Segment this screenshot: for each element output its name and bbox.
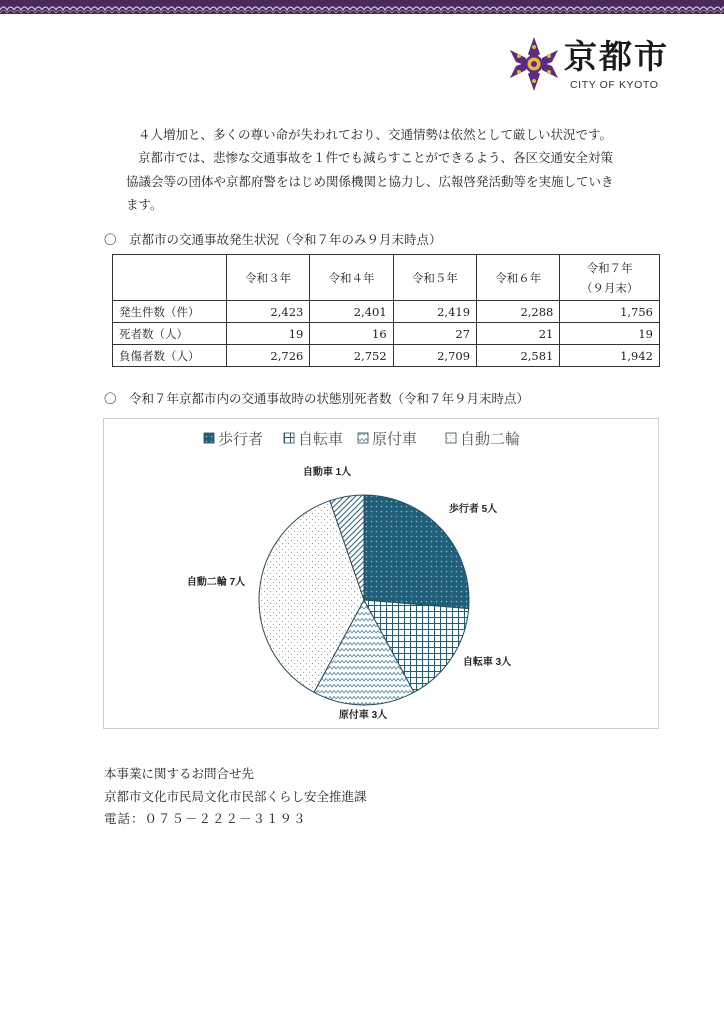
- pie-data-label: 自動二輪 7人: [186, 577, 246, 588]
- intro-line-1: ４人増加と、多くの尊い命が失われており、交通情勢は依然として厳しい状況です。: [138, 127, 613, 142]
- pie-data-label: 自転車 3人: [462, 657, 512, 668]
- logo-wordmark: 京都市: [564, 37, 669, 76]
- table-row: [113, 301, 660, 323]
- table-cell: 19: [227, 323, 310, 345]
- table-cell: 21: [477, 323, 560, 345]
- chart-legend: [204, 430, 520, 448]
- table-row: [113, 345, 660, 367]
- pie-slices: [259, 495, 469, 705]
- table-cell: 2,419: [393, 301, 476, 323]
- chart-section-title: 〇 令和７年京都市内の交通事故時の状態別死者数（令和７年９月末時点）: [104, 391, 530, 406]
- legend-label: 歩行者: [218, 430, 264, 448]
- legend-label: 原付車: [372, 430, 418, 448]
- table-cell: 1,942: [560, 345, 660, 367]
- column-header: 令和４年: [310, 255, 393, 301]
- table-cell: 27: [393, 323, 476, 345]
- table-cell: 2,581: [477, 345, 560, 367]
- column-header: 令和５年: [393, 255, 476, 301]
- contact-department: 京都市文化市民局文化市民部くらし安全推進課: [104, 789, 367, 804]
- table-cell: 2,752: [310, 345, 393, 367]
- column-header: 令和６年: [477, 255, 560, 301]
- kyoto-city-emblem-icon: [508, 36, 560, 94]
- column-header: 令和３年: [227, 255, 310, 301]
- traffic-accident-table: [112, 254, 660, 367]
- column-header-r7-year: 令和７年: [586, 260, 633, 275]
- intro-paragraph: [126, 146, 646, 217]
- table-cell: 2,726: [227, 345, 310, 367]
- column-header-r7: [560, 255, 660, 301]
- legend-swatch: [204, 433, 214, 443]
- row-label: 発生件数（件）: [113, 301, 227, 323]
- table-cell: 1,756: [560, 301, 660, 323]
- intro-line-4: ます。: [126, 197, 163, 212]
- pie-chart-frame: [103, 418, 659, 729]
- pie-data-label: 歩行者 5人: [448, 504, 498, 515]
- legend-swatch: [284, 433, 294, 443]
- contact-heading: 本事業に関するお問合せ先: [104, 766, 255, 781]
- table-cell: 19: [560, 323, 660, 345]
- legend-label: 自転車: [298, 430, 344, 448]
- contact-phone: 電話：０７５－２２２－３１９３: [104, 811, 307, 826]
- column-header-r7-note: （９月末）: [580, 280, 639, 295]
- table-row: [113, 323, 660, 345]
- pie-chart: [104, 419, 660, 730]
- pie-data-label: 原付車 3人: [338, 710, 388, 721]
- table-cell: 2,288: [477, 301, 560, 323]
- logo-subtitle: CITY OF KYOTO: [570, 79, 659, 91]
- legend-swatch: [358, 433, 368, 443]
- table-cell: 2,709: [393, 345, 476, 367]
- legend-label: 自動二輪: [460, 430, 521, 448]
- table-corner-cell: [113, 255, 227, 301]
- legend-swatch: [446, 433, 456, 443]
- table-cell: 2,423: [227, 301, 310, 323]
- row-label: 負傷者数（人）: [113, 345, 227, 367]
- row-label: 死者数（人）: [113, 323, 227, 345]
- table-cell: 2,401: [310, 301, 393, 323]
- kyoto-city-logo: [508, 36, 678, 94]
- table-section-title: 〇 京都市の交通事故発生状況（令和７年のみ９月末時点）: [104, 232, 442, 247]
- table-cell: 16: [310, 323, 393, 345]
- intro-line-2: 京都市では、悲惨な交通事故を１件でも減らすことができるよう、各区交通安全対策: [138, 150, 614, 165]
- intro-line-3: 協議会等の団体や京都府警をはじめ関係機関と協力し、広報啓発活動等を実施していき: [126, 173, 614, 189]
- pie-data-label: 自動車 1人: [302, 467, 352, 478]
- decorative-top-border: [0, 0, 724, 14]
- table-header-row: [113, 255, 660, 301]
